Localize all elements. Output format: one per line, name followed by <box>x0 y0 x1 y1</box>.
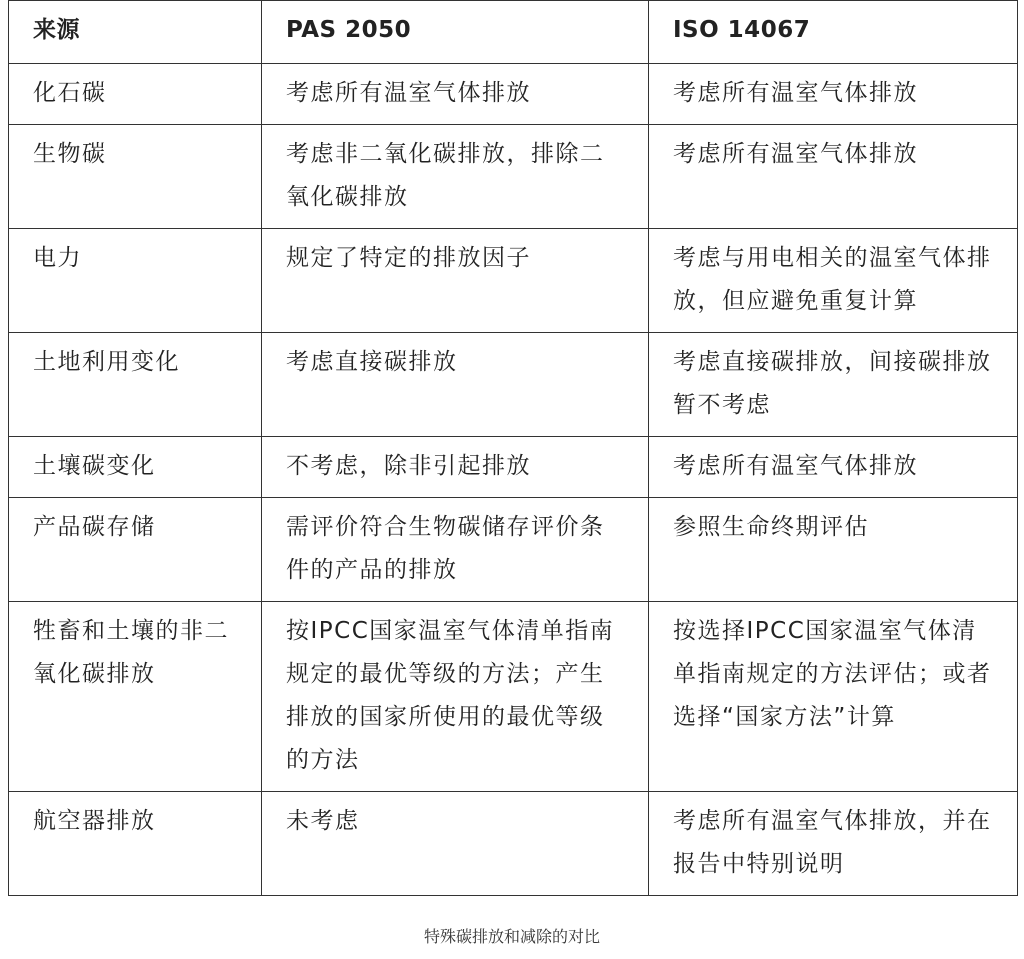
cell-pas: 规定了特定的排放因子 <box>262 229 649 333</box>
cell-source: 电力 <box>9 229 262 333</box>
table-row <box>9 498 1018 602</box>
cell-source: 生物碳 <box>9 125 262 229</box>
cell-source: 土壤碳变化 <box>9 437 262 498</box>
cell-source: 产品碳存储 <box>9 498 262 602</box>
header-source: 来源 <box>9 1 262 64</box>
header-pas2050: PAS 2050 <box>262 1 649 64</box>
cell-pas: 需评价符合生物碳储存评价条件的产品的排放 <box>262 498 649 602</box>
cell-pas: 不考虑，除非引起排放 <box>262 437 649 498</box>
table-row <box>9 437 1018 498</box>
cell-iso: 考虑所有温室气体排放 <box>649 125 1018 229</box>
header-iso14067: ISO 14067 <box>649 1 1018 64</box>
cell-iso: 考虑所有温室气体排放 <box>649 64 1018 125</box>
table-row <box>9 125 1018 229</box>
cell-source: 航空器排放 <box>9 792 262 896</box>
cell-source: 土地利用变化 <box>9 333 262 437</box>
cell-iso: 按选择IPCC国家温室气体清单指南规定的方法评估；或者选择“国家方法”计算 <box>649 602 1018 792</box>
table-row <box>9 64 1018 125</box>
cell-iso: 考虑所有温室气体排放，并在报告中特别说明 <box>649 792 1018 896</box>
table-row <box>9 333 1018 437</box>
table-row <box>9 792 1018 896</box>
comparison-table <box>8 0 1018 896</box>
table-header-row <box>9 1 1018 64</box>
cell-pas: 按IPCC国家温室气体清单指南规定的最优等级的方法；产生排放的国家所使用的最优等级的方法 <box>262 602 649 792</box>
cell-source: 牲畜和土壤的非二氧化碳排放 <box>9 602 262 792</box>
cell-iso: 参照生命终期评估 <box>649 498 1018 602</box>
table-caption: 特殊碳排放和减除的对比 <box>423 927 600 946</box>
cell-pas: 考虑直接碳排放 <box>262 333 649 437</box>
table-row <box>9 229 1018 333</box>
cell-iso: 考虑与用电相关的温室气体排放，但应避免重复计算 <box>649 229 1018 333</box>
cell-pas: 未考虑 <box>262 792 649 896</box>
table-row <box>9 602 1018 792</box>
cell-source: 化石碳 <box>9 64 262 125</box>
cell-iso: 考虑直接碳排放，间接碳排放暂不考虑 <box>649 333 1018 437</box>
cell-pas: 考虑非二氧化碳排放，排除二氧化碳排放 <box>262 125 649 229</box>
cell-iso: 考虑所有温室气体排放 <box>649 437 1018 498</box>
cell-pas: 考虑所有温室气体排放 <box>262 64 649 125</box>
